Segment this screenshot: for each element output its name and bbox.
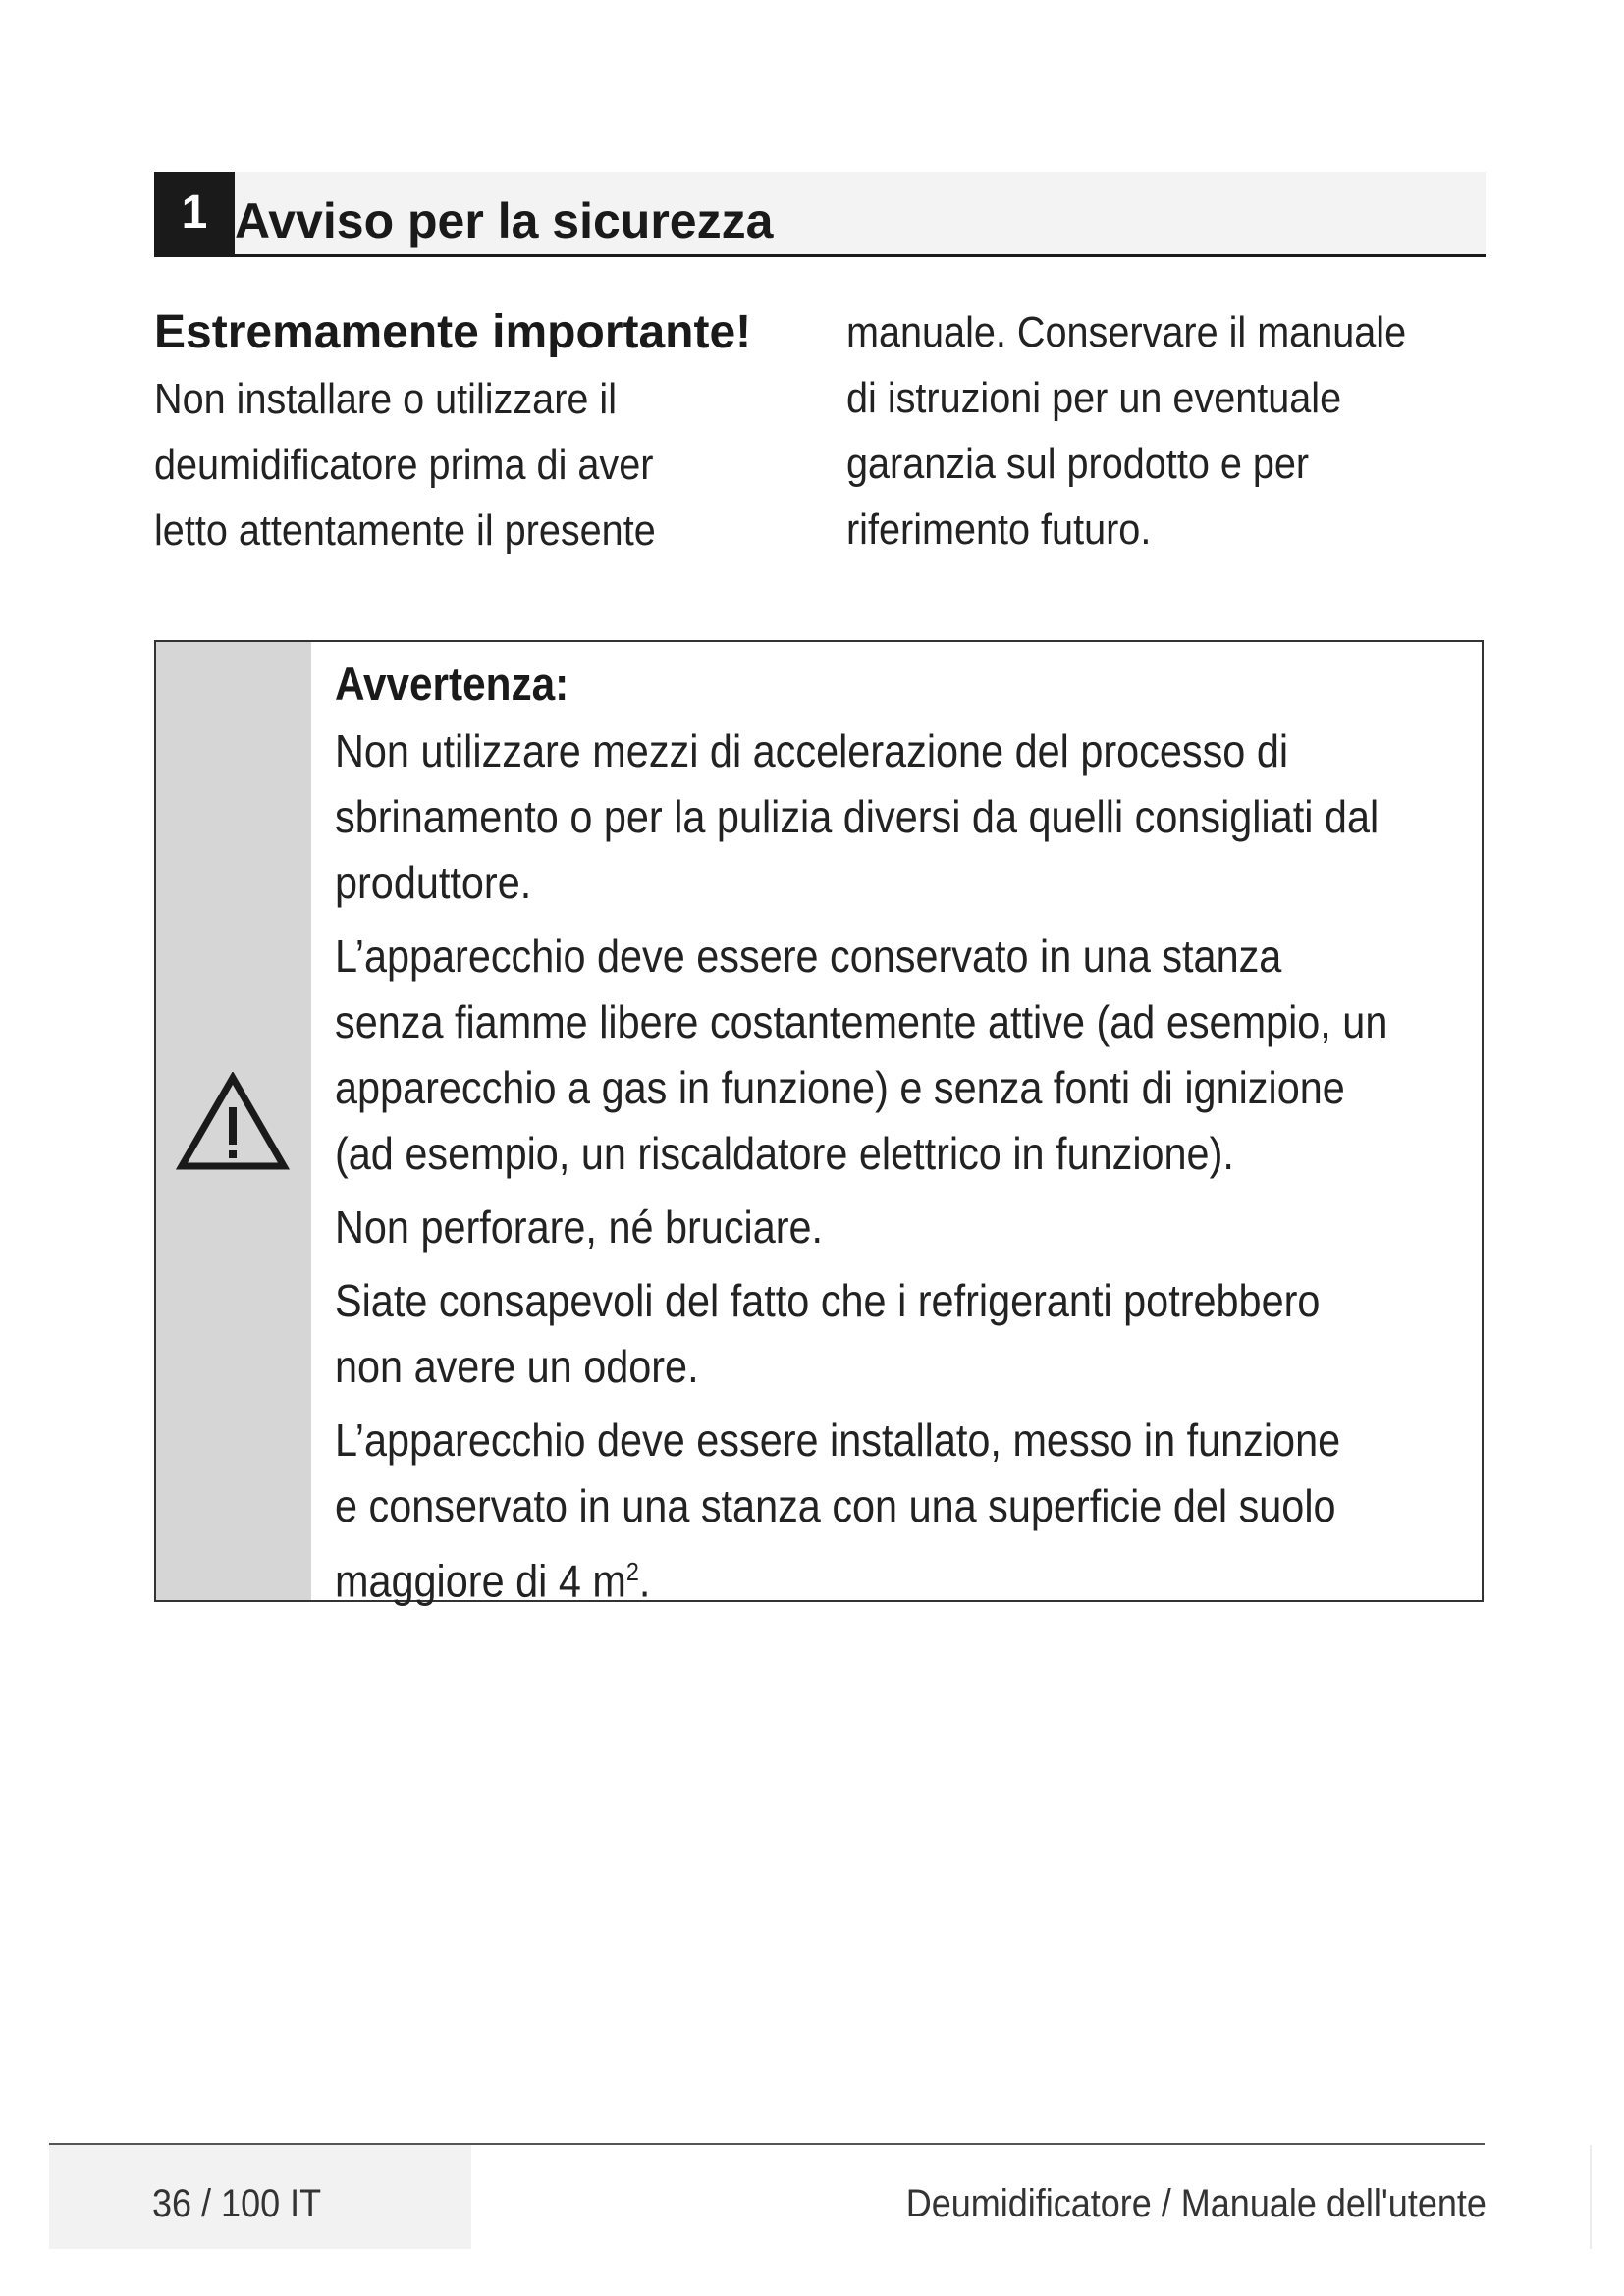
section-title: Avviso per la sicurezza [235,193,774,248]
intro-line: Non installare o utilizzare il [154,375,618,423]
intro-line: di istruzioni per un eventuale [846,374,1342,422]
section-header [154,172,1486,257]
superscript-2: 2 [625,1557,639,1586]
warning-line-last [335,1539,1360,1614]
intro-line: deumidificatore prima di aver [154,441,654,489]
intro-left-column [154,299,792,563]
warning-line: non avere un odore. [335,1341,699,1392]
intro-line: garanzia sul prodotto e per [846,440,1310,488]
warning-triangle-icon [176,1072,290,1174]
intro-line: letto attentamente il presente [154,507,656,555]
intro-right-column [846,299,1494,562]
warning-paragraph [335,1268,1474,1400]
warning-line: Non utilizzare mezzi di accelerazione del processo di [335,725,1289,776]
page-number: 36 / 100 IT [152,2182,322,2225]
warning-line: apparecchio a gas in funzione) e senza fonti di ignizione [335,1062,1345,1113]
warning-line: Siate consapevoli del fatto che i refrigeranti potrebbero [335,1275,1321,1326]
warning-line: sbrinamento o per la pulizia diversi da quelli consigliati dal [335,791,1380,842]
warning-line: (ad esempio, un riscaldatore elettrico in funzione). [335,1128,1234,1179]
warning-line: e conservato in una stanza con una superficie del suolo [335,1480,1336,1531]
warning-line: Non perforare, né bruciare. [335,1201,824,1253]
footer-document-title: Deumidificatore / Manuale dell'utente [905,2182,1487,2225]
warning-title: Avvertenza: [335,658,569,710]
area-text: maggiore di 4 m [335,1555,626,1607]
warning-strip [156,642,311,1600]
intro-heading: Estremamente importante! [154,306,752,358]
intro-line: riferimento futuro. [846,506,1152,554]
warning-paragraph [335,924,1474,1187]
warning-paragraph [335,719,1474,916]
section-number: 1 [154,172,235,254]
intro-line: manuale. Conservare il manuale [846,308,1407,356]
warning-line: L’apparecchio deve essere conservato in una stanza [335,931,1282,982]
warning-paragraph [335,1195,1474,1260]
warning-line: L’apparecchio deve essere installato, messo in funzione [335,1415,1341,1466]
period: . [638,1555,651,1607]
warning-line: produttore. [335,857,532,908]
warning-box [154,640,1484,1607]
warning-line: senza fiamme libere costantemente attive (ad esempio, un [335,996,1388,1047]
warning-content [335,650,1474,1622]
warning-paragraph [335,1408,1474,1614]
edge-mark [1590,2145,1592,2249]
